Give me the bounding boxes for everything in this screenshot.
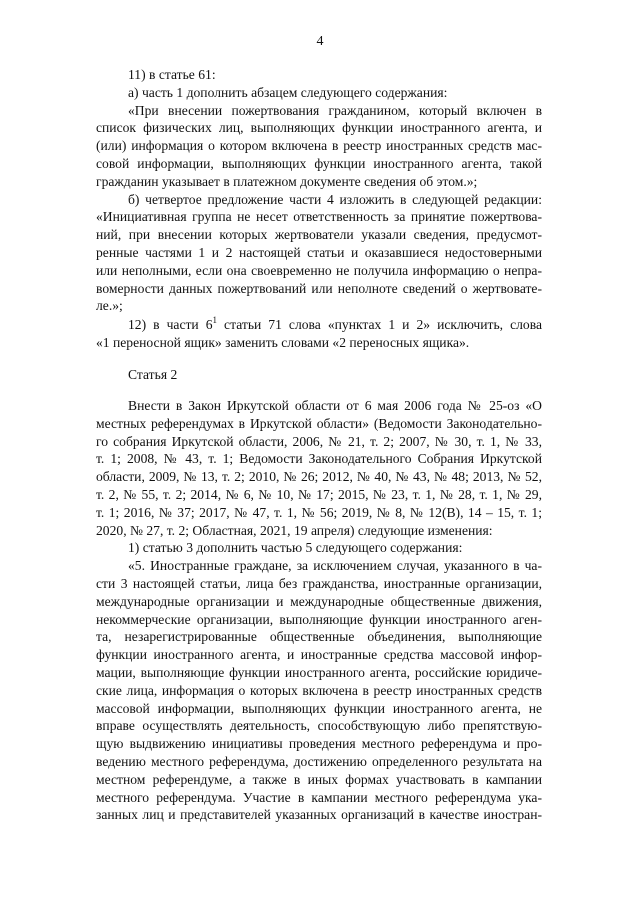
text-line: совой информации, выполняющих функции иностранного агента, такой [96,155,542,171]
text-line: международные организации и международные общественные движения, [96,593,542,609]
text-line: т. 2, № 55, т. 2; 2014, № 6, № 10, № 17; 2015, № 23, т. 1, № 28, т. 1, № 29, [96,486,542,502]
text-line: т. 1; 2016, № 37; 2017, № 47, т. 1, № 56; 2019, № 8, № 12(В), 14 – 15, т. 1; [96,504,542,520]
text-line: Внести в Закон Иркутской области от 6 мая 2006 года № 25-оз «О [128,398,542,413]
text-line: ле.»; [96,298,123,314]
text-line: ренные частями 1 и 2 настоящей статьи и оказавшиеся недостоверными [96,244,542,260]
text-line: т. 1; 2008, № 43, т. 1; Ведомости Законодательного Собрания Иркутской [96,451,542,467]
text-line: местных референдумах в Иркутской области» (Ведомости Законодательно- [96,415,542,431]
text-line: местном референдуме, а также в иных формах участвовать в кампании [96,771,542,787]
text-line: мации, выполняющие функции иностранного агента, российские юридиче- [96,664,542,680]
text-line: ний, при внесении которых жертвователи указали сведения, предусмот- [96,227,542,243]
text-line: ские лица, информация о которых включена в реестр иностранных средств [96,682,542,698]
text-line: 11) в статье 61: [128,67,216,82]
text-line: «Инициативная группа не несет ответственность за принятие пожертвова- [96,209,542,225]
article-1-amendments [96,66,542,315]
superscript: 1 [212,315,218,325]
item-12 [96,316,542,352]
text-line: го собрания Иркутской области, 2006, № 21, т. 2; 2007, № 30, т. 1, № 33, [96,433,542,449]
text-line: местного референдума. Участие в кампании местного референдума ука- [96,789,542,805]
text-line: гражданин указывает в платежном документе сведения об этом.»; [96,173,478,189]
item-12-line-2: «1 переносной ящик» заменить словами «2 переносных ящика». [96,334,470,350]
text-line: массовой информации, выполняющих функции иностранного агента, не [96,700,542,716]
text-line: щую выдвижению инициативы проведения местного референдума и про- [96,736,542,752]
text-line: «5. Иностранные граждане, за исключением случая, указанного в ча- [128,558,542,574]
article-2-text [96,397,542,824]
text-line: вправе осуществлять деятельность, способствующую либо препятствую- [96,718,542,734]
text-line: сти 3 настоящей статьи, лица без гражданства, иностранные организации, [96,575,542,591]
text-line: список физических лиц, выполняющих функции иностранного агента, и [96,120,542,136]
text-line: вомерности данных пожертвований или неполноте сведений о жертвовате- [96,280,542,296]
text-line: занных лиц и представителей указанных организаций в качестве иностран- [96,807,542,823]
text-line: (или) информация о котором включена в реестр иностранных средств мас- [96,138,542,154]
text-line: 2020, № 27, т. 2; Областная, 2021, 19 апреля) следующие изменения: [96,522,493,538]
text-line: а) часть 1 дополнить абзацем следующего содержания: [128,84,448,100]
text-line: или неполными, если она своевременно не получила информацию о непра- [96,262,542,278]
article-heading: Статья 2 [128,367,178,382]
item-12-line-1: 12) в части $6^1$ статьи 71 слова «пунктах 1 и 2» исключить, слова [128,315,542,332]
text-line: некоммерческие организации, выполняющие функции иностранного аген- [96,611,542,627]
text-line: области, 2009, № 13, т. 2; 2010, № 26; 2012, № 40, № 43, № 48; 2013, № 52, [96,469,542,485]
text-line: б) четвертое предложение части 4 изложить в следующей редакции: [128,191,542,207]
text-line: «При внесении пожертвования гражданином, который включен в [128,102,542,118]
page-number: 4 [316,34,324,49]
text-line: функции иностранного агента, и иностранные средства массовой инфор- [96,647,542,663]
text-line: ведению местного референдума, достижению определенного результата на [96,753,542,769]
text-line: та, незарегистрированные общественные объединения, выполняющие [96,629,542,645]
text-line: 1) статью 3 дополнить частью 5 следующего содержания: [128,540,463,556]
